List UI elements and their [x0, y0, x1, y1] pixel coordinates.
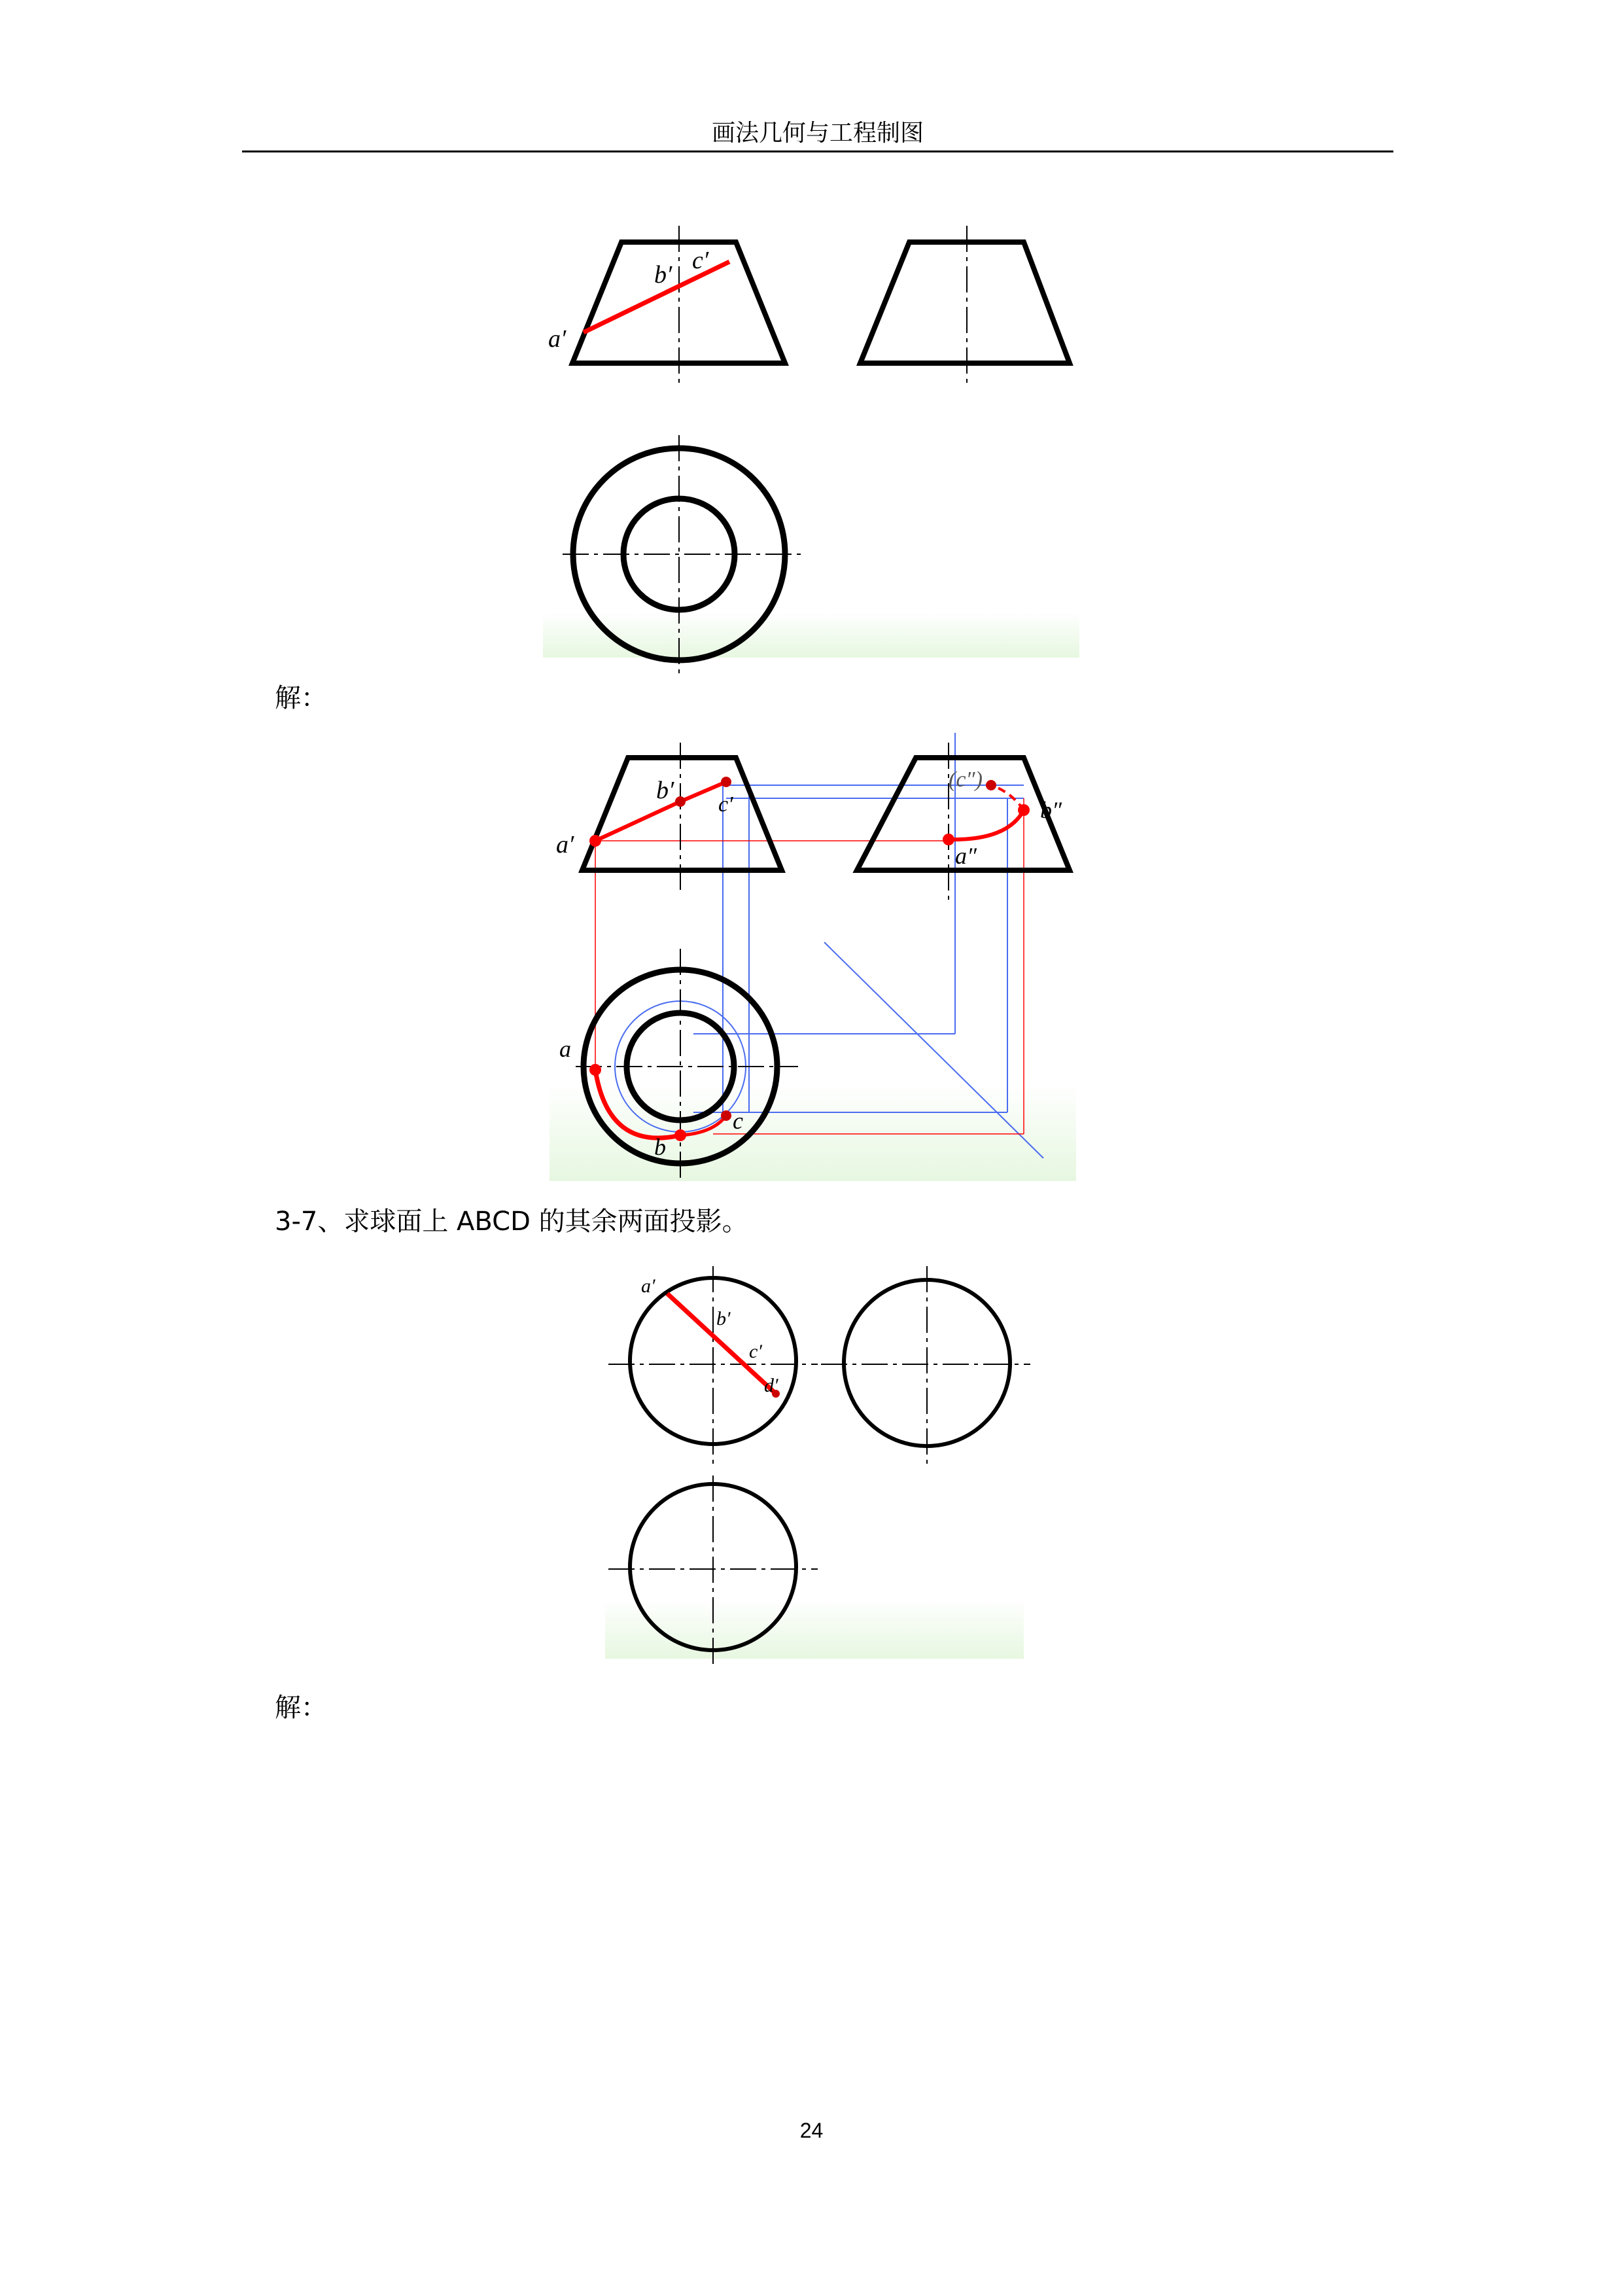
- label-b-double-prime: b″: [1040, 797, 1062, 823]
- side-view: [860, 226, 1070, 386]
- label-c-double-prime: (c″): [949, 768, 983, 792]
- label-a-prime: a′: [556, 831, 574, 858]
- solution-label-2: 解：: [275, 1693, 327, 1723]
- label-c: c: [733, 1108, 743, 1134]
- sphere-side-view: [821, 1266, 1030, 1469]
- green-tint: [605, 1600, 1024, 1659]
- solution-front-view: [582, 743, 782, 890]
- green-tint: [543, 612, 1079, 658]
- label-a: a: [559, 1036, 571, 1062]
- problem-frustum-figure: [536, 216, 1099, 667]
- sphere-problem-figure: [602, 1260, 1034, 1665]
- solution-frustum-figure: [536, 733, 1099, 1184]
- label-c-prime: c′: [749, 1341, 762, 1362]
- page-number: 24: [799, 2119, 824, 2142]
- label-b-prime: b′: [654, 261, 672, 289]
- label-a-double-prime: a″: [955, 843, 977, 869]
- header-rule: [242, 150, 1393, 152]
- front-view: [572, 226, 785, 386]
- solution-side-view: [857, 743, 1070, 903]
- solution-label-1: 解：: [275, 683, 327, 713]
- label-c-prime: c′: [718, 792, 733, 817]
- page-header-title: 画法几何与工程制图: [711, 120, 924, 147]
- label-a-prime: a′: [641, 1275, 655, 1297]
- sphere-front-view: [608, 1266, 818, 1469]
- label-b-prime: b′: [656, 777, 674, 804]
- label-c-prime: c′: [692, 247, 709, 274]
- label-b: b: [654, 1134, 666, 1160]
- label-a-prime: a′: [548, 325, 567, 353]
- label-b-prime: b′: [716, 1308, 731, 1330]
- problem-3-7-text: 3-7、求球面上 ABCD 的其余两面投影。: [275, 1207, 748, 1237]
- label-d-prime: d′: [764, 1375, 778, 1396]
